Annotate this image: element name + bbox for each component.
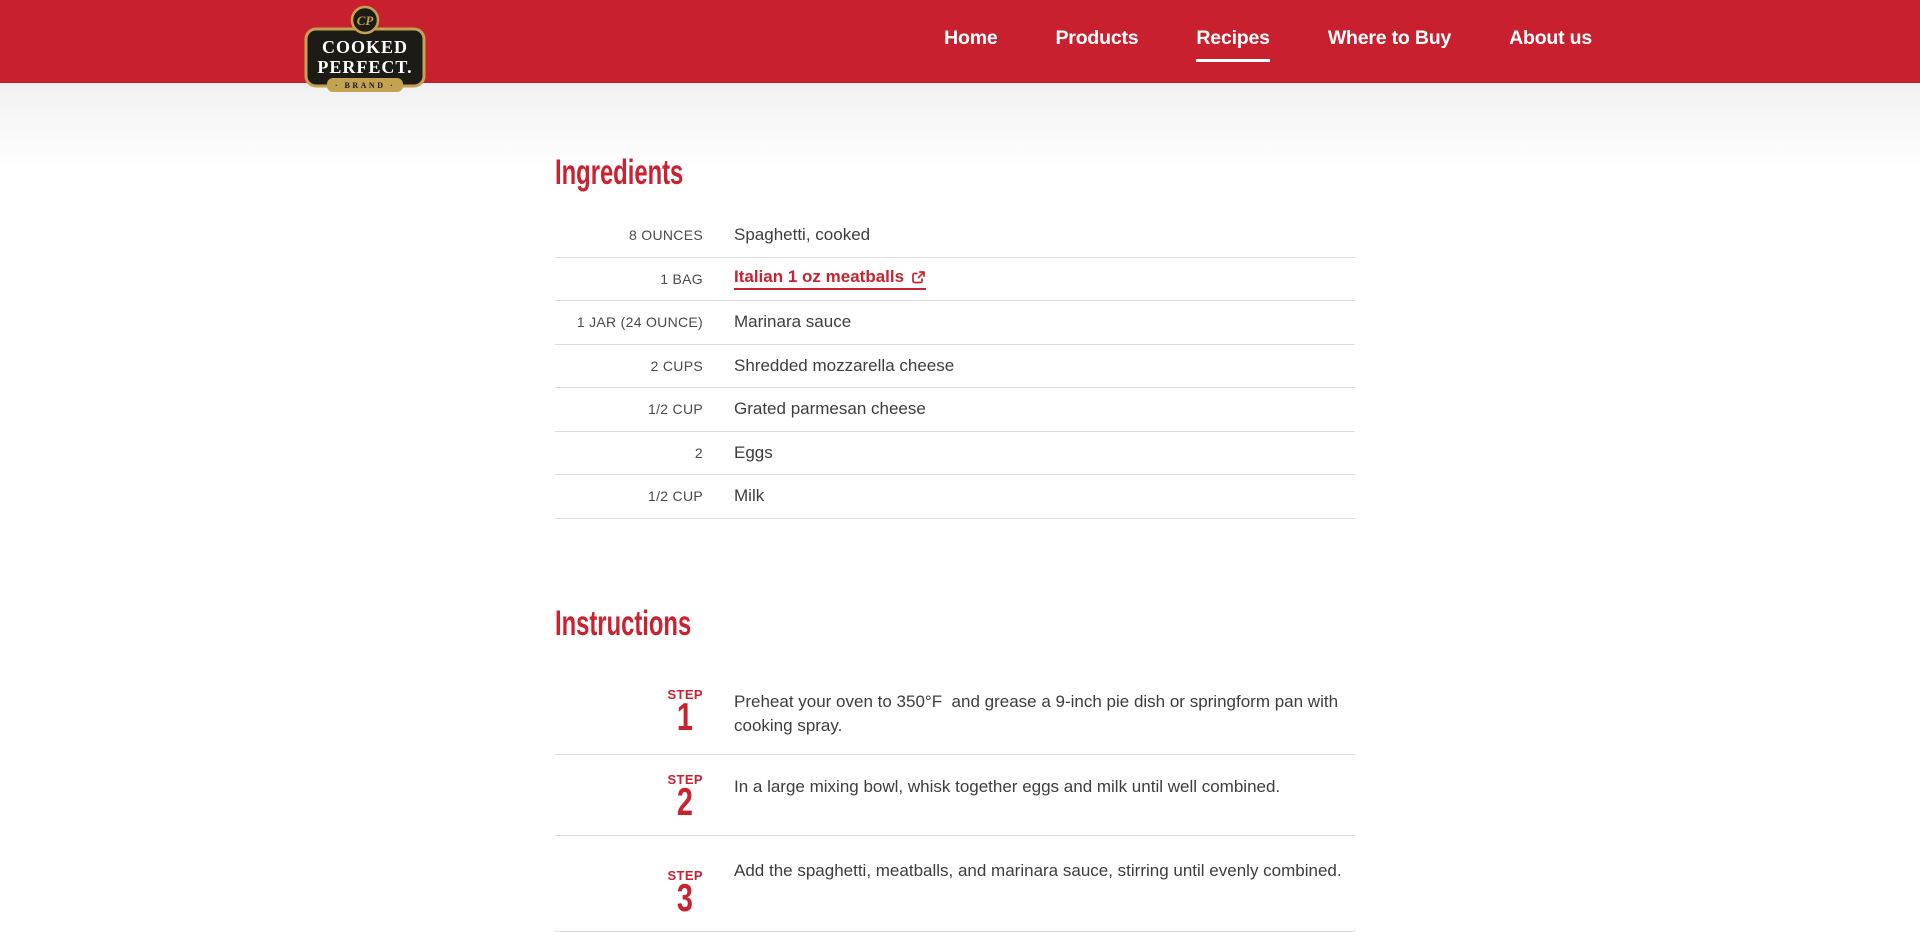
cooked-perfect-logo[interactable]	[303, 5, 427, 100]
ingredient-quantity: 1 JAR (24 OUNCE)	[576, 314, 703, 331]
ingredient-name: Eggs	[734, 442, 773, 462]
step-label: STEP	[667, 771, 703, 787]
ingredient-name-cell	[734, 356, 954, 376]
ingredient-row	[555, 258, 1355, 302]
logo-tagline: · BRAND ·	[334, 81, 396, 90]
ingredient-link[interactable]	[734, 267, 926, 290]
ingredient-name-cell	[734, 225, 870, 245]
step-label: STEP	[667, 686, 703, 702]
step-text: In a large mixing bowl, whisk together eggs and milk until well combined.	[734, 776, 1281, 796]
ingredients-table	[555, 214, 1355, 519]
ingredient-name-cell	[734, 312, 851, 332]
step-text: Preheat your oven to 350°F and grease a 9-inch pie dish or springform pan with cooking spray.	[734, 691, 1343, 735]
ingredient-row	[555, 214, 1355, 258]
ingredient-quantity: 2 CUPS	[650, 357, 703, 374]
external-link-icon	[911, 270, 926, 285]
nav-item-recipes[interactable]: Recipes	[1196, 21, 1269, 62]
step-badge	[667, 688, 703, 738]
site-header	[0, 0, 1920, 90]
ingredient-quantity: 1/2 CUP	[647, 488, 703, 505]
ingredient-quantity: 1 BAG	[660, 270, 703, 287]
instruction-step	[555, 755, 1355, 836]
ingredient-row	[555, 432, 1355, 476]
instructions-section	[555, 519, 1355, 932]
step-number: 3	[677, 876, 694, 920]
ingredient-name-cell	[734, 399, 926, 419]
step-badge-column	[555, 854, 703, 920]
instruction-step	[555, 688, 1355, 755]
nav-item-about-us[interactable]: About us	[1509, 27, 1592, 49]
ingredient-name-cell	[734, 443, 773, 463]
step-number: 2	[677, 780, 694, 824]
instruction-step	[555, 836, 1355, 932]
step-badge	[667, 771, 703, 824]
step-text: Add the spaghetti, meatballs, and marinara sauce, stirring until evenly combined.	[734, 860, 1342, 880]
logo-name-line2: PERFECT.	[317, 57, 413, 77]
ingredient-quantity: 1/2 CUP	[647, 401, 703, 418]
main-nav	[944, 0, 1592, 83]
ingredient-quantity: 8 OUNCES	[629, 227, 703, 244]
ingredient-quantity: 2	[694, 444, 703, 461]
ingredients-section	[555, 83, 1355, 519]
step-number: 1	[677, 695, 694, 739]
ingredient-row	[555, 301, 1355, 345]
ingredient-name: Italian 1 oz meatballs	[734, 267, 905, 287]
step-label: STEP	[667, 867, 703, 883]
ingredient-row	[555, 388, 1355, 432]
step-badge-column	[555, 771, 703, 824]
recipe-content	[555, 83, 1355, 932]
ingredients-title: Ingredients	[555, 153, 684, 192]
ingredient-name: Grated parmesan cheese	[734, 399, 926, 419]
ingredient-name-cell	[734, 267, 926, 290]
nav-item-where-to-buy[interactable]: Where to Buy	[1327, 27, 1452, 49]
ingredient-row	[555, 345, 1355, 389]
logo-monogram: CP	[356, 13, 374, 28]
ingredient-name: Marinara sauce	[734, 312, 852, 332]
step-badge-column	[555, 688, 703, 738]
step-badge	[667, 867, 703, 920]
logo-name-line1: COOKED	[321, 37, 409, 57]
ingredient-name: Milk	[734, 486, 765, 506]
ingredient-name: Shredded mozzarella cheese	[734, 355, 955, 375]
ingredient-row	[555, 475, 1355, 519]
ingredient-name-cell	[734, 486, 764, 506]
instructions-title: Instructions	[555, 603, 692, 643]
ingredient-name: Spaghetti, cooked	[734, 225, 871, 245]
nav-item-products[interactable]: Products	[1055, 27, 1139, 49]
instructions-steps	[555, 688, 1355, 932]
nav-item-home[interactable]: Home	[944, 27, 998, 49]
